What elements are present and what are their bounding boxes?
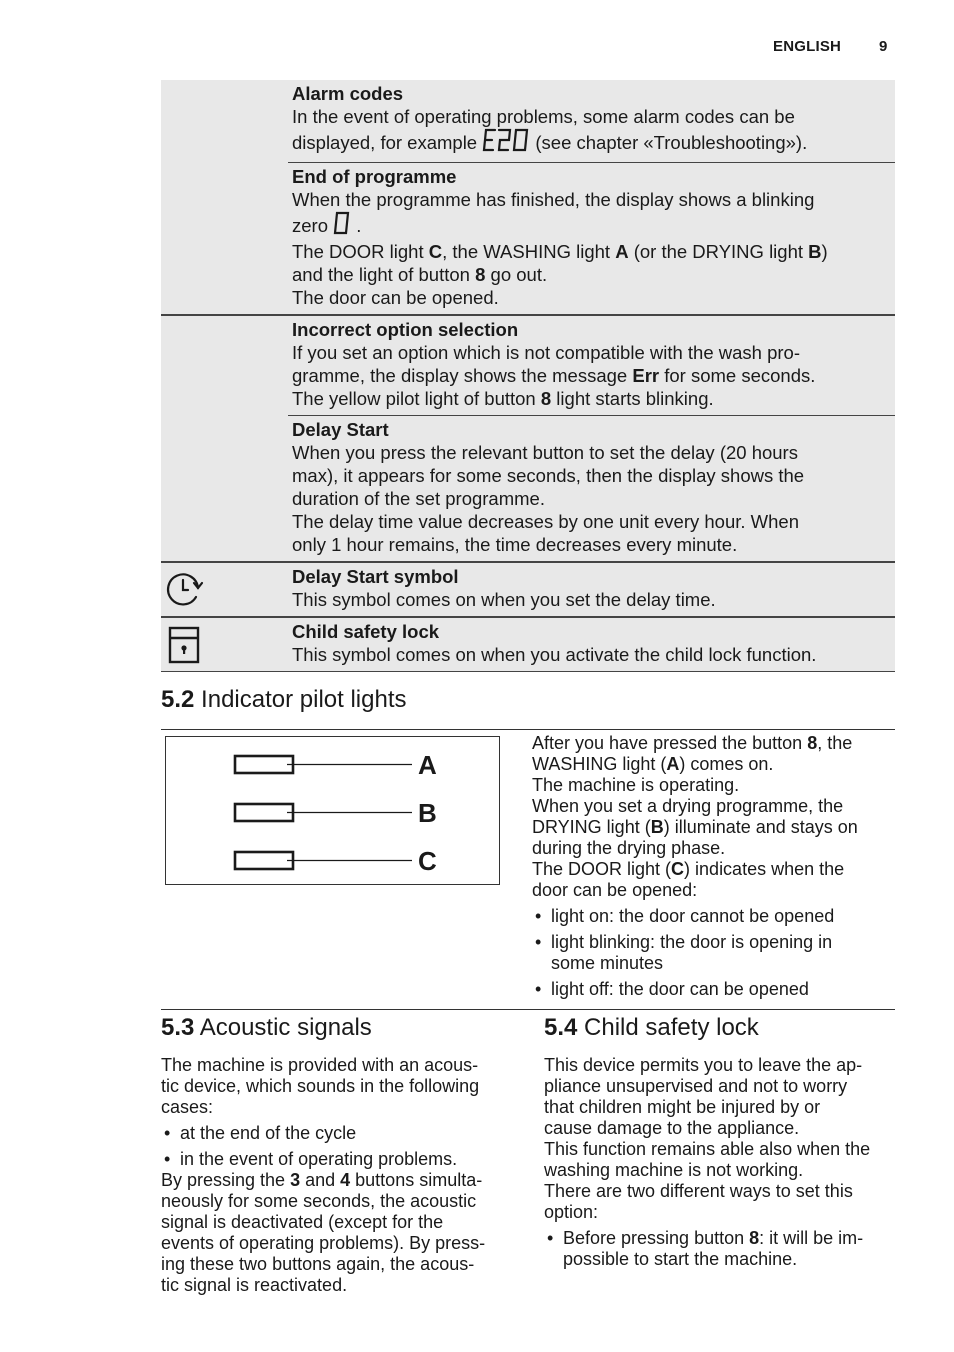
table-row: Alarm codes In the event of operating problems, some alarm codes can be displayed, for example (see chapter «Troubleshooting»). — [161, 80, 895, 163]
section-5-4-heading: 5.4 Child safety lock — [544, 1014, 759, 1041]
section-divider — [161, 729, 895, 730]
table-row: Delay Start When you press the relevant button to set the delay (20 hours max), it appears for some seconds, then the display shows the duration of the set programme. The delay time value decreases by one unit every hour. When only 1 hour remains, the time decreases every minute. — [161, 416, 895, 563]
e20-digits-icon — [482, 128, 530, 152]
list-item: • in the event of operating problems. — [161, 1149, 521, 1170]
pilot-lights-figure — [166, 737, 499, 884]
indicator-lights-diagram — [165, 736, 500, 885]
display-symbols-table — [161, 80, 895, 672]
door-light-states — [532, 906, 892, 1000]
acoustic-signals-text: The machine is provided with an acous- tic device, which sounds in the following cases: • at the end of the cycle • in the event of operating problems. By pressing the 3 and 4 buttons simulta- neously for some seconds, the acoustic signal is deactivated (except for the events of operating problems). By press- ing these two buttons again, the acous- tic signal is reactivated. — [161, 1055, 521, 1296]
list-item: • light on: the door cannot be opened — [532, 906, 892, 927]
table-row: Incorrect option selection If you set an option which is not compatible with the wash pro- gramme, the display shows the message Err for some seconds. The yellow pilot light of button 8 light starts blinking. — [161, 315, 895, 416]
light-label-a: A — [418, 750, 437, 780]
zero-digit-icon — [333, 211, 351, 235]
row-text: In the event of operating problems, some alarm codes can be — [292, 106, 795, 127]
row-title: Alarm codes — [292, 83, 404, 104]
section-divider — [161, 1009, 895, 1010]
language-label: ENGLISH — [773, 38, 842, 55]
table-row: Child safety lock This symbol comes on when you activate the child lock function. — [161, 617, 895, 672]
child-lock-methods — [544, 1228, 896, 1270]
list-item: • light blinking: the door is opening in some minutes — [532, 932, 892, 974]
section-5-2-heading: 5.2 Indicator pilot lights — [161, 686, 407, 713]
indicator-lights-description: After you have pressed the button 8, the WASHING light (A) comes on. The machine is operating. When you set a drying programme, the DRYING light (B) illuminate and stays on during the drying phase. The DOOR light (C) indicates when the door can be opened: • light on: the door cannot be opened • light blinking: the door is opening in some minutes • light off: the door can be opened — [532, 733, 892, 1000]
table-row: Delay Start symbol This symbol comes on when you set the delay time. — [161, 562, 895, 617]
acoustic-cases — [161, 1123, 521, 1170]
list-item: • at the end of the cycle — [161, 1123, 521, 1144]
row-title: End of programme — [292, 166, 457, 187]
row-title: Incorrect option selection — [292, 319, 519, 340]
row-title: Delay Start — [292, 419, 389, 440]
light-label-c: C — [418, 846, 437, 876]
page-number: 9 — [879, 38, 888, 55]
table-row: End of programme When the programme has finished, the display shows a blinking zero . The DOOR light C, the WASHING light A (or the DRYING light B) and the light of button 8 go out. The door can be opened. — [161, 163, 895, 316]
display-code-e20 — [482, 128, 530, 157]
list-item: • Before pressing button 8: it will be im- possible to start the machine. — [544, 1228, 896, 1270]
row-title: Delay Start symbol — [292, 566, 459, 587]
display-code-zero — [333, 211, 351, 240]
light-label-b: B — [418, 798, 437, 828]
child-safety-lock-text: This device permits you to leave the ap- pliance unsupervised and not to worry that children might be injured by or cause damage to the appliance. This function remains able also when the washing machine is not working. There are two different ways to set this option: • Before pressing button 8: it will be im- possible to start the machine. — [544, 1055, 896, 1270]
row-title: Child safety lock — [292, 621, 440, 642]
delay-start-icon — [165, 570, 205, 610]
list-item: • light off: the door can be opened — [532, 979, 892, 1000]
child-lock-icon — [165, 624, 205, 666]
section-5-3-heading: 5.3 Acoustic signals — [161, 1014, 372, 1041]
